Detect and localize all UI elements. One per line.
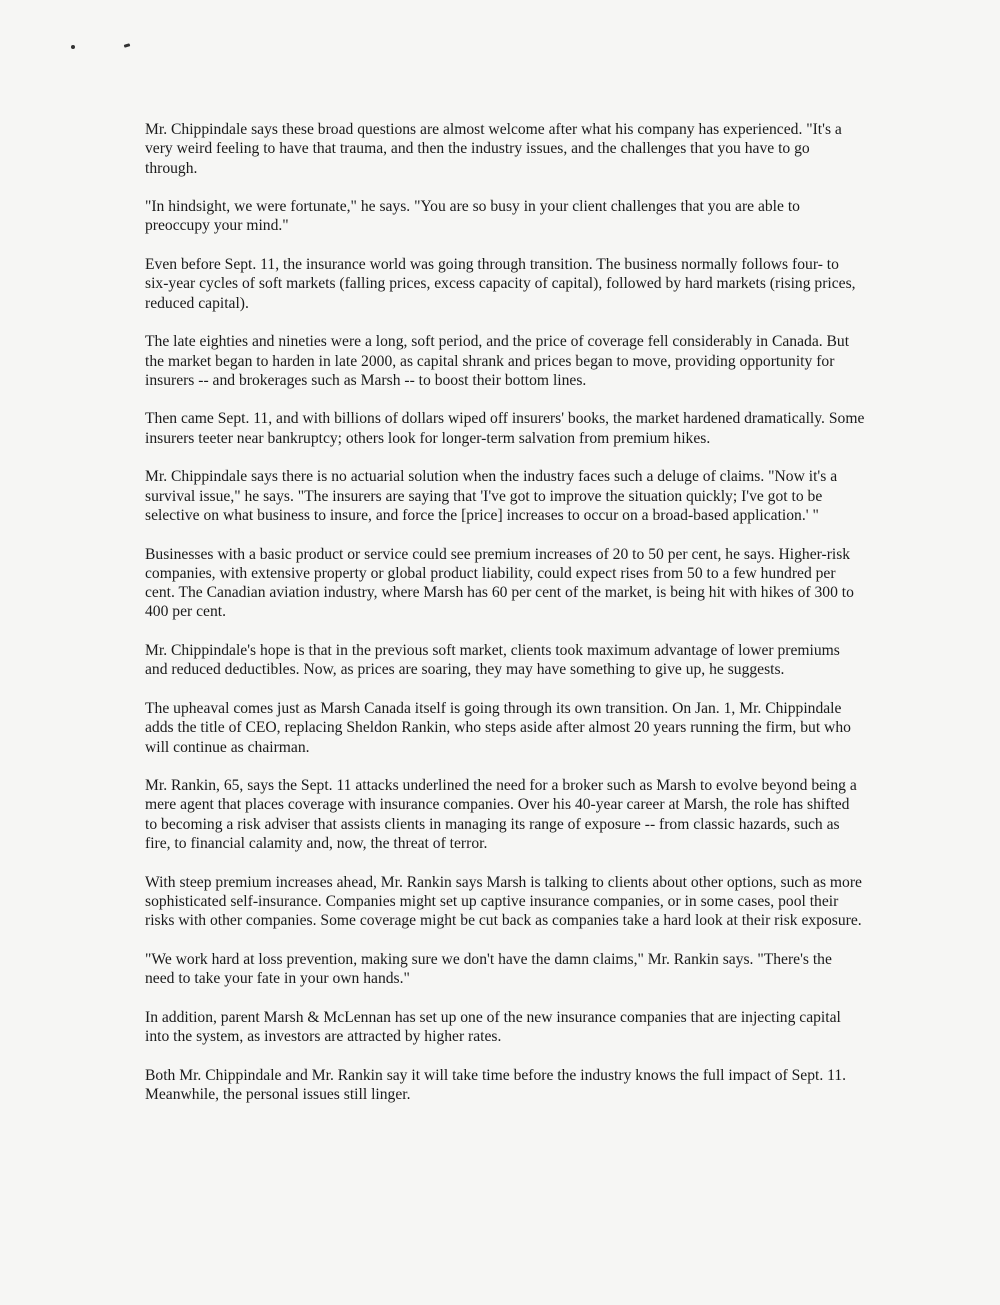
paragraph: Mr. Rankin, 65, says the Sept. 11 attacks underlined the need for a broker such as Marsh to evolve beyond being a mere agent that places coverage with insurance companies. Over his 40-year career at Marsh, the role has shifted to becoming a risk adviser that assists clients in managing its range of exposure -- from classic hazards, such as fire, to financial calamity and, now, the threat of terror. (145, 777, 857, 852)
paragraph: Mr. Chippindale says there is no actuarial solution when the industry faces such a deluge of claims. "Now it's a survival issue," he says. "The insurers are saying that 'I've got to improve the situation quickly; I've got to be selective on what business to insure, and force the [price] increases to occur on a broad-based application.' " (145, 468, 838, 524)
paragraph: In addition, parent Marsh & McLennan has set up one of the new insurance companies that are injecting capital into the system, as investors are attracted by higher rates. (145, 1008, 841, 1045)
paragraph: Businesses with a basic product or service could see premium increases of 20 to 50 per cent, he says. Higher-risk companies, with extensive property or global product liability, could expect rises from 50 to a few hundred per cent. The Canadian aviation industry, where Marsh has 60 per cent of the market, is being hit with hikes of 300 to 400 per cent. (145, 545, 854, 621)
paragraph: The late eighties and nineties were a long, soft period, and the price of coverage fell considerably in Canada. But the market began to harden in late 2000, as capital shrank and prices began to move, providing opportunity for insurers -- and brokerages such as Marsh -- to boost their bottom lines. (145, 333, 850, 389)
paragraph: Mr. Chippindale's hope is that in the previous soft market, clients took maximum advantage of lower premiums and reduced deductibles. Now, as prices are soaring, they may have something to give up, he suggests. (145, 642, 840, 679)
paragraph: Then came Sept. 11, and with billions of dollars wiped off insurers' books, the market hardened dramatically. Some insurers teeter near bankruptcy; others look for longer-term salvation from premium hikes. (145, 410, 865, 447)
scan-speck-mark (124, 43, 131, 47)
article-body (145, 120, 865, 1123)
paragraph: "We work hard at loss prevention, making sure we don't have the damn claims," Mr. Rankin says. "There's the need to take your fate in your own hands." (145, 950, 832, 988)
paragraph: The upheaval comes just as Marsh Canada itself is going through its own transition. On Jan. 1, Mr. Chippindale adds the title of CEO, replacing Sheldon Rankin, who steps aside after almost 20 years running the firm, but who will continue as chairman. (145, 699, 851, 756)
scan-speck-mark (71, 45, 75, 49)
paragraph: Even before Sept. 11, the insurance world was going through transition. The business normally follows four- to six-year cycles of soft markets (falling prices, excess capacity of capital), followed by hard markets (rising prices, reduced capital). (145, 256, 856, 312)
paragraph: With steep premium increases ahead, Mr. Rankin says Marsh is talking to clients about other options, such as more sophisticated self-insurance. Companies might set up captive insurance companies, or in some cases, pool their risks with other companies. Some coverage might be cut back as companies take a hard look at their risk exposure. (145, 873, 862, 930)
paragraph: "In hindsight, we were fortunate," he says. "You are so busy in your client challenges that you are able to preoccupy your mind." (145, 198, 800, 235)
paragraph: Mr. Chippindale says these broad questions are almost welcome after what his company has experienced. "It's a very weird feeling to have that trauma, and then the industry issues, and the challenges that you have to go through. (145, 121, 842, 177)
paragraph: Both Mr. Chippindale and Mr. Rankin say it will take time before the industry knows the full impact of Sept. 11. Meanwhile, the personal issues still linger. (145, 1066, 847, 1103)
